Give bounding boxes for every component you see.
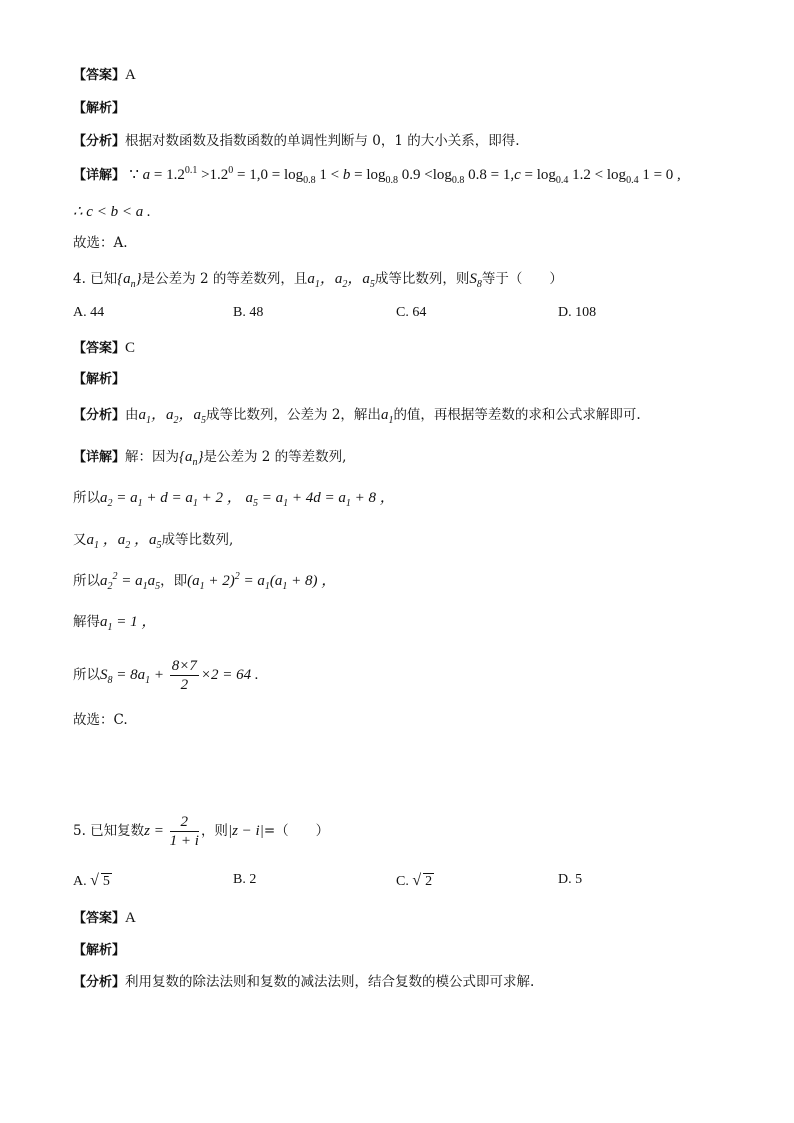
q5-stem: [73, 812, 329, 850]
q4-seq: $\{a_n\}$: [117, 271, 142, 290]
q4-stem: [73, 269, 563, 289]
analysis-tag: 【解析】: [73, 372, 126, 387]
fenxi-b: 成等比数列，公差为 2，解出: [206, 407, 381, 423]
q3-conclusion: ∴ c < b < a .: [73, 204, 151, 220]
answer-value: A: [125, 910, 136, 926]
detail-math: ∵ $a = 1.2^{0.1} >1.2^0 = 1,0 = \log_{0.8} 1 < b = \log_{0.8} 0.9 <\log_{0.8}$ $0.8 = 1,c = \log_{0.4} 1.2 < \log_{0.4} 1 = 0$ ,: [129, 165, 681, 186]
line3-mid: ，即: [160, 573, 188, 589]
q4-option-c: C. 64: [396, 305, 427, 320]
detail-a: 解：因为: [125, 449, 180, 465]
fenxi-terms: $a_1$，$a_2$，$a_5$: [138, 407, 207, 426]
q4-option-a: A. 44: [73, 305, 105, 320]
line5-prefix: 所以: [73, 667, 100, 683]
detail-tag: 【详解】: [73, 450, 126, 465]
q4-answer-line: [73, 338, 135, 359]
line2-suffix: 成等比数列,: [161, 532, 234, 548]
sqrt-sign: √: [412, 872, 422, 889]
fraction: $\frac{8\times 7}{2}$: [171, 658, 197, 694]
answer-tag: 【答案】: [73, 911, 126, 926]
q4-line3: [73, 571, 336, 591]
q5-analysis-line: [73, 940, 125, 961]
fenxi-tag: 【分析】: [73, 134, 126, 149]
q3-fenxi-line: [73, 131, 520, 152]
line1-math: $a_2 = a_1 + d = a_1 + 2$ ， $a_5 = a_1 + 4d = a_1 + 8$ ，: [100, 490, 395, 509]
line2-terms: $a_1$ ，$a_2$ ，$a_5$: [86, 532, 162, 551]
answer-tag: 【答案】: [73, 341, 126, 356]
line3-math-a: $a_2^2 = a_1a_5$: [100, 571, 161, 592]
q4-fenxi-line: [73, 405, 641, 426]
q3-choice: 故选：A.: [73, 235, 128, 251]
q4-terms: $a_1$，$a_2$，$a_5$: [307, 271, 375, 290]
q4-stem-suffix: 等于（ ）: [481, 271, 563, 287]
line2-prefix: 又: [73, 532, 87, 548]
q4-option-d: D. 108: [558, 305, 597, 320]
fenxi-tag: 【分析】: [73, 408, 126, 423]
option-label: A.: [73, 874, 87, 889]
q5-option-d: D. 5: [558, 872, 583, 887]
sqrt-value: 2: [425, 874, 433, 889]
q4-line4: [73, 612, 156, 632]
line3-prefix: 所以: [73, 573, 100, 589]
q4-stem-mid1: 是公差为 2 的等差数列，且: [141, 271, 308, 287]
fraction: $\frac{2}{1 + i}$: [169, 814, 199, 850]
q5-stem-suffix: =（ ）: [263, 823, 330, 839]
q4-stem-prefix: 4. 已知: [73, 271, 118, 287]
q3-detail-line: [73, 165, 681, 186]
q5-stem-mid: ，则: [200, 823, 228, 839]
q4-stem-mid2: 成等比数列，则: [374, 271, 470, 287]
q4-analysis-line: [73, 369, 125, 390]
q5-option-a: [73, 872, 112, 890]
sqrt-value: 5: [102, 874, 110, 889]
q5-z-def: z = $\frac{2}{1 + i}$: [144, 814, 199, 850]
q4-choice: 故选：C.: [73, 712, 128, 728]
detail-tag: 【详解】: [73, 168, 126, 183]
line1-prefix: 所以: [73, 490, 100, 506]
option-label: C.: [396, 874, 409, 889]
line4-prefix: 解得: [73, 614, 100, 630]
q5-option-b: B. 2: [233, 872, 257, 887]
detail-b: 是公差为 2 的等差数列,: [203, 449, 347, 465]
answer-value: A: [125, 67, 136, 83]
answer-tag: 【答案】: [73, 68, 126, 83]
q5-stem-prefix: 5. 已知复数: [73, 823, 145, 839]
fenxi-tag: 【分析】: [73, 975, 126, 990]
fenxi-c: 的值，再根据等差数的求和公式求解即可.: [393, 407, 641, 423]
q3-answer-line: [73, 65, 136, 86]
q5-answer-line: [73, 908, 136, 929]
line5-math: $S_8 = 8a_1$ + $\frac{8\times 7}{2}$ ×2 = 64 .: [100, 658, 259, 694]
sqrt-sign: √: [90, 872, 99, 889]
q4-line5: [73, 656, 259, 694]
q5-fenxi-line: [73, 972, 534, 993]
q4-s8: $S_8$: [469, 271, 482, 290]
q5-abs: |z − i|: [227, 823, 264, 839]
q4-option-b: B. 48: [233, 305, 264, 320]
fenxi-a1: $a_1$: [380, 407, 394, 426]
q3-analysis-line: [73, 98, 125, 119]
q4-detail-line: [73, 447, 346, 468]
detail-seq: $\{a_n\}$: [179, 449, 204, 468]
line3-math-b: $(a_1 + 2)^2 = a_1(a_1 + 8)$ ，: [187, 571, 337, 592]
fenxi-text: 根据对数函数及指数函数的单调性判断与 0，1 的大小关系，即得.: [125, 133, 520, 149]
analysis-tag: 【解析】: [73, 943, 126, 958]
q4-line2: [73, 530, 233, 550]
q4-line1: [73, 488, 395, 508]
line4-math: $a_1 = 1$ ，: [100, 614, 157, 633]
q5-option-c: [396, 872, 434, 890]
fenxi-a: 由: [125, 407, 139, 423]
answer-value: C: [125, 340, 136, 356]
analysis-tag: 【解析】: [73, 101, 126, 116]
fenxi-text: 利用复数的除法法则和复数的减法法则，结合复数的模公式即可求解.: [125, 974, 535, 990]
